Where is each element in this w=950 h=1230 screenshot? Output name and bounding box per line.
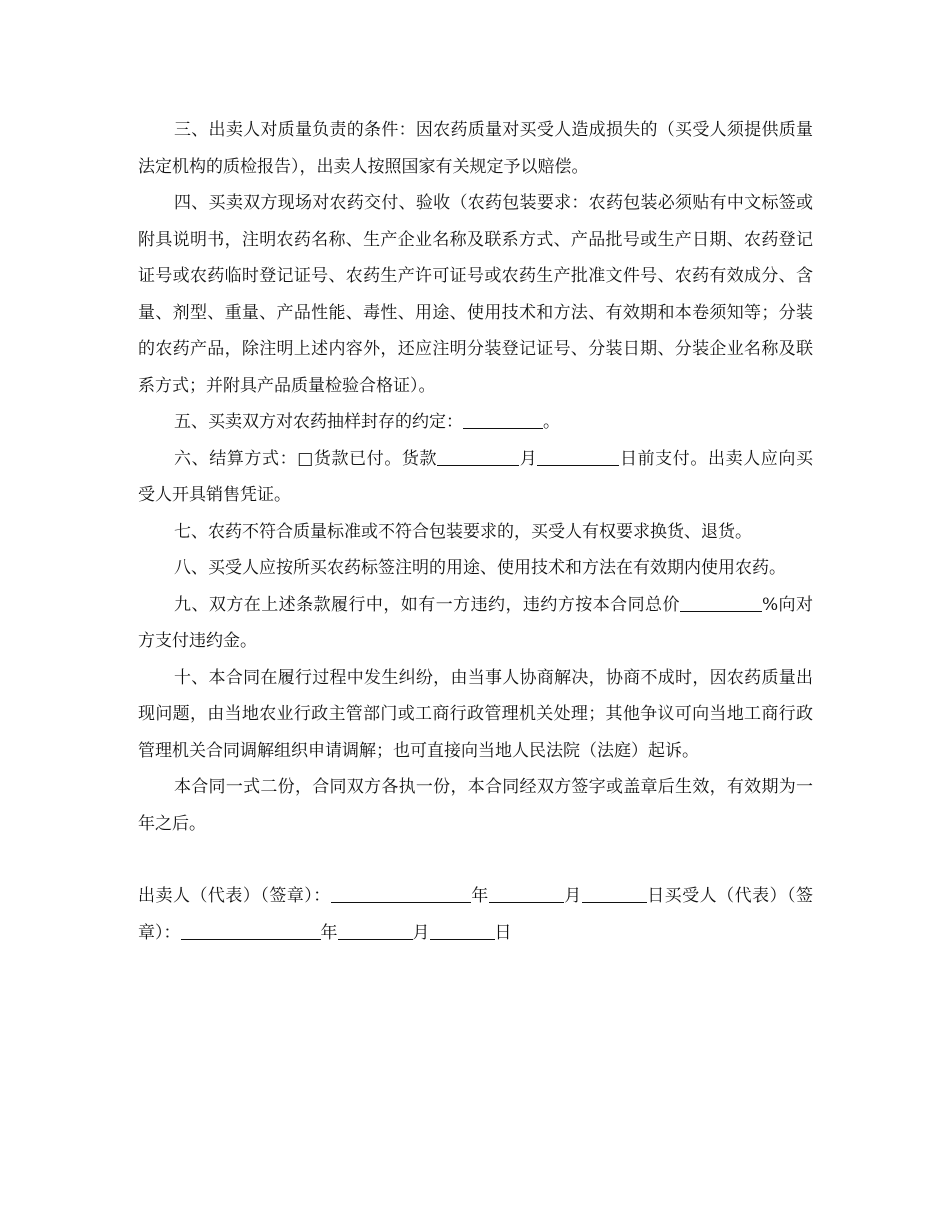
clause-6-text: 六、结算方式：□货款已付。货款 [174, 448, 438, 469]
buyer-signature-blank[interactable] [181, 921, 321, 940]
buyer-year-label: 年 [320, 922, 338, 943]
clause-4: 四、买卖双方现场对农药交付、验收（农药包装要求：农药包装必须贴有中文标签或附具说明书，注明农药名称、生产企业名称及联系方式、产品批号或生产日期、农药登记证号或农药临时登记证号、农药生产许可证号或农药生产批准文件号、农药有效成分、含量、剂型、重量、产品性能、毒性、用途、使用技术和方法、有效期和本卷须知等；分装的农药产品，除注明上述内容外，还应注明分装登记证号、分装日期、分装企业名称及联系方式；并附具产品质量检验合格证）。 [138, 193, 813, 396]
closing-clause: 本合同一式二份，合同双方各执一份，本合同经双方签字或盖章后生效，有效期为一年之后。 [138, 777, 813, 834]
clause-8: 八、买受人应按所买农药标签注明的用途、使用技术和方法在有效期内使用农药。 [174, 558, 786, 578]
buyer-day-label: 日 [494, 922, 512, 943]
payment-day-blank[interactable] [537, 447, 619, 466]
buyer-label: 日买受人（代表）（签章）： [138, 886, 814, 943]
clause-5-end: 。 [543, 412, 560, 432]
buyer-month-label: 月 [412, 922, 430, 943]
sample-sealing-blank[interactable] [463, 410, 543, 429]
clause-9 [138, 587, 813, 660]
signature-line [138, 878, 813, 951]
clause-5-text: 五、买卖双方对农药抽样封存的约定： [174, 412, 463, 432]
clause-6-month: 月 [519, 448, 538, 469]
clause-3: 三、出卖人对质量负责的条件：因农药质量对买受人造成损失的（买受人须提供质量法定机构的质检报告），出卖人按照国家有关规定予以赔偿。 [138, 120, 813, 177]
penalty-percent-blank[interactable] [680, 593, 762, 612]
seller-label: 出卖人（代表）（签章）： [138, 886, 331, 906]
seller-month-blank[interactable] [489, 884, 564, 903]
clause-10: 十、本合同在履行过程中发生纠纷，由当事人协商解决，协商不成时，因农药质量出现问题，由当地农业行政主管部门或工商行政管理机关处理；其他争议可向当地工商行政管理机关合同调解组织申请调解；也可直接向当地人民法院（法庭）起诉。 [138, 667, 813, 761]
seller-signature-blank[interactable] [331, 884, 471, 903]
spacer [138, 842, 813, 878]
clause-5 [138, 404, 813, 441]
payment-month-blank[interactable] [437, 447, 519, 466]
seller-day-blank[interactable] [582, 884, 647, 903]
buyer-day-blank[interactable] [430, 921, 495, 940]
clause-9-text: 九、双方在上述条款履行中，如有一方违约，违约方按本合同总价 [174, 594, 680, 615]
clause-9-rest: %向对方支付违约金。 [138, 594, 813, 651]
clause-6-rest: 日前支付。出卖人应向买受人开具销售凭证。 [138, 448, 814, 505]
contract-body [138, 112, 813, 951]
seller-year-label: 年 [470, 886, 489, 906]
seller-month-label: 月 [563, 886, 582, 906]
clause-6 [138, 441, 813, 514]
buyer-month-blank[interactable] [338, 921, 413, 940]
clause-7: 七、农药不符合质量标准或不符合包装要求的，买受人有权要求换货、退货。 [174, 521, 752, 542]
